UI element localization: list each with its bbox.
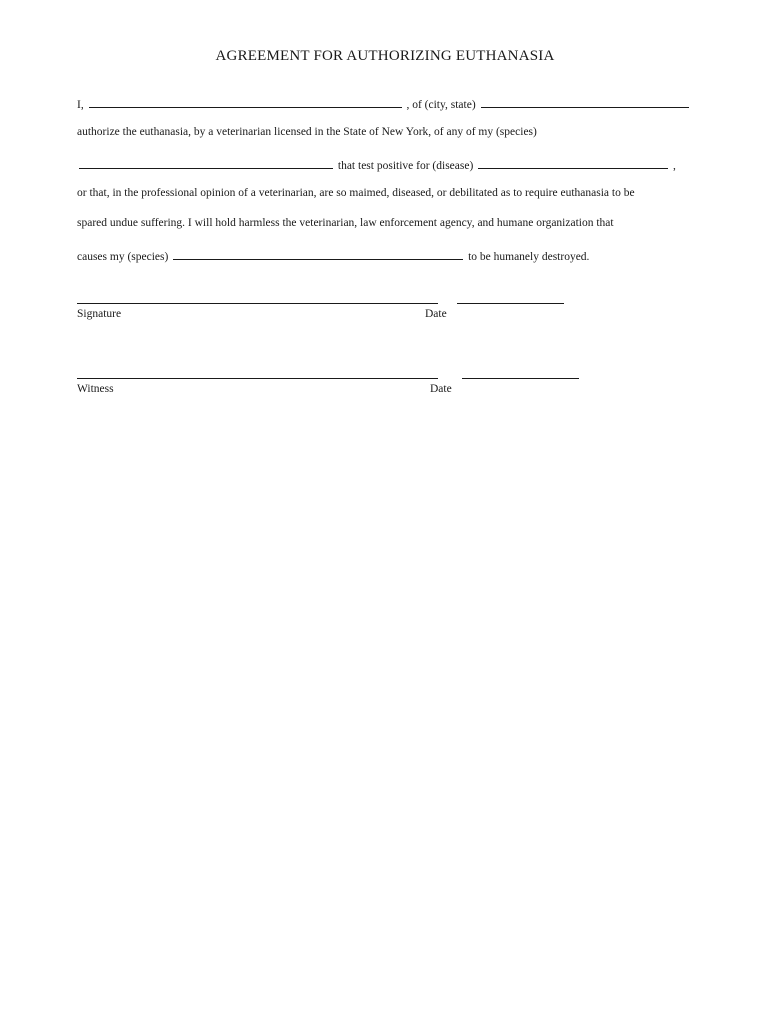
authorize-line: authorize the euthanasia, by a veterinarian licensed in the State of New York, of any of my (species): [77, 126, 537, 138]
signature-date-field[interactable]: [457, 303, 564, 304]
causes-species-label: causes my (species): [77, 251, 169, 263]
signature-label: Signature: [77, 308, 122, 320]
witness-label: Witness: [77, 383, 114, 395]
name-field[interactable]: [89, 95, 402, 108]
species-field-2[interactable]: [173, 247, 463, 260]
witness-date-field[interactable]: [462, 378, 579, 379]
name-city-line: [77, 95, 691, 111]
signature-date-label: Date: [425, 308, 447, 320]
opinion-line: or that, in the professional opinion of a veterinarian, are so maimed, diseased, or debilitated as to require euthanasia to be: [77, 187, 635, 199]
document-title: AGREEMENT FOR AUTHORIZING EUTHANASIA: [215, 48, 555, 64]
species-field[interactable]: [79, 156, 333, 169]
name-prefix: I,: [77, 99, 84, 111]
disease-label: that test positive for (disease): [337, 160, 474, 172]
city-state-label: , of (city, state): [406, 99, 476, 111]
suffering-line: spared undue suffering. I will hold harmless the veterinarian, law enforcement agency, and humane organization that: [77, 217, 614, 229]
witness-date-label: Date: [430, 383, 452, 395]
signature-field[interactable]: [77, 303, 438, 304]
disease-suffix: ,: [673, 160, 676, 172]
witness-field[interactable]: [77, 378, 438, 379]
destroyed-line: [77, 247, 589, 263]
disease-field[interactable]: [478, 156, 668, 169]
species-disease-line: [77, 156, 676, 172]
city-state-field[interactable]: [481, 95, 689, 108]
destroyed-suffix: to be humanely destroyed.: [468, 251, 590, 263]
